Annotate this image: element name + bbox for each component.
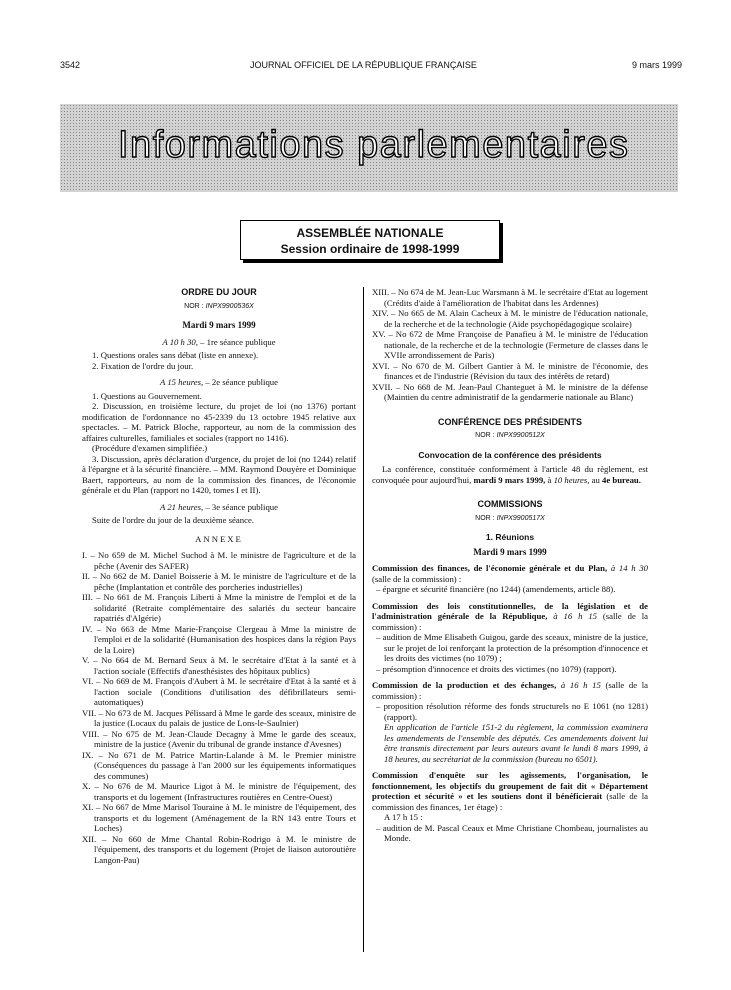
reunions-date: Mardi 9 mars 1999	[473, 546, 547, 557]
list-item: XVI. – No 670 de M. Gilbert Gantier à M. le ministre de l'économie, des finances et de l'industrie (Révision du taux des intérêts de retard)	[372, 360, 648, 381]
commissions-heading: COMMISSIONS	[477, 499, 543, 509]
commissions-nor: NOR : INPX9900517X	[475, 514, 545, 522]
list-item: 1. Questions au Gouvernement.	[92, 390, 202, 401]
list-item: XII. – No 660 de Mme Chantal Robin-Rodrigo à M. le ministre de l'équipement, des transports et du logement (Projet de liaison autoroutière Langon-Pau)	[82, 833, 356, 865]
column-divider	[363, 287, 364, 952]
list-item: – épargne et sécurité financière (no 1244) (amendements, article 88).	[376, 584, 616, 594]
list-item: II. – No 662 de M. Daniel Boisserie à M. le ministre de l'agriculture et de la pêche (Implantation et contrôle des porcheries industrielles)	[82, 571, 356, 592]
annexe-list	[82, 550, 356, 865]
journal-title: JOURNAL OFFICIEL DE LA RÉPUBLIQUE FRANÇAISE	[250, 60, 477, 70]
page-number: 3542	[60, 60, 81, 70]
conference-subheading: Convocation de la conférence des présidents	[418, 449, 602, 460]
conference-text: La conférence, constituée conformément à l'article 48 du règlement, est convoquée pour aujourd'hui, mardi 9 mars 1999, à 10 heures, au 4e bureau.	[372, 464, 648, 485]
list-item: 1. Questions orales sans débat (liste en annexe).	[92, 350, 259, 360]
list-item: – proposition résolution réforme des fonds structurels no E 1061 (no 1281) (rapport).	[376, 701, 648, 722]
list-item: (Procédure d'examen simplifiée.)	[92, 443, 208, 453]
list-item: XIV. – No 665 de M. Alain Cacheux à M. le ministre de l'éducation nationale, de la recherche et de la technologie (Aide psychopédagogique scolaire)	[372, 308, 648, 329]
annexe-title: ANNEXE	[195, 533, 243, 544]
list-item: XIII. – No 674 de M. Jean-Luc Warsmann à M. le secrétaire d'Etat au logement (Crédits d'aide à l'amélioration de l'habitat dans les Ardennes)	[372, 287, 648, 308]
left-column	[82, 287, 356, 865]
banner-title: Informations parlementaires	[118, 124, 630, 166]
conference-heading: CONFÉRENCE DES PRÉSIDENTS	[437, 416, 583, 427]
session-name: Session ordinaire de 1998-1999	[280, 242, 460, 256]
issue-date: 9 mars 1999	[631, 60, 682, 70]
assembly-box	[240, 220, 500, 260]
agenda-date: Mardi 9 mars 1999	[182, 320, 256, 330]
list-item: III. – No 661 de M. François Liberti à Mme la ministre de l'emploi et de la solidarité (Retraite complémentaire des salariés du secteur bancaire rapatriés d'Algérie)	[82, 592, 356, 623]
sitting-2: A 15 heures, – 2e séance publique	[160, 377, 278, 387]
sitting-1: A 10 h 30, – 1re séance publique	[162, 336, 276, 347]
banner	[60, 104, 678, 192]
list-item: XVII. – No 668 de M. Jean-Paul Chanteguet à M. le ministre de la défense (Maintien du centre administratif de la gendarmerie nationale au Blanc)	[372, 381, 648, 402]
sitting-3: A 21 heures, – 3e séance publique	[160, 501, 278, 512]
page-header	[60, 60, 682, 74]
list-item: IX. – No 671 de M. Patrice Martin-Lalande à M. le Premier ministre (Conséquences du passage à l'an 2000 sur les équipements informatiques des communes)	[82, 749, 356, 781]
sitting-2-items	[82, 391, 356, 496]
commission-enquete: Commission d'enquête sur les agissements, l'organisation, le fonctionnement, les objectifs du groupement de fait dit « Département protection et sécurité » et les soutiens dont il bénéficierait (salle de la commission des finances, 1er étage) :	[372, 770, 648, 812]
enquete-time: A 17 h 15 :	[384, 812, 423, 822]
list-item: – présomption d'innocence et droits des victimes (no 1079) (rapport).	[376, 663, 617, 674]
list-item: 2. Discussion, en troisième lecture, du projet de loi (no 1376) portant modification de l'ordonnance no 45-2339 du 13 octobre 1945 relative aux spectacles. – M. Patrick Bloche, rapporteur, au nom de la commission des affaires culturelles, familiales et sociales (rapport no 1416).	[82, 401, 356, 443]
list-item: VII. – No 673 de M. Jacques Pélissard à Mme le garde des sceaux, ministre de la justice (Locaux du palais de justice de Lons-le-Saulnier)	[82, 707, 356, 728]
annexe-list-continued	[372, 287, 648, 403]
commission-lois: Commission des lois constitutionnelles, de la législation et de l'administration générale de la République, à 16 h 15 (salle de la commission) :	[372, 600, 648, 632]
sitting-3-text: Suite de l'ordre du jour de la deuxième séance.	[92, 515, 254, 525]
list-item: VI. – No 669 de M. François d'Aubert à M. le secrétaire d'Etat à la santé et à l'action sociale (Conditions d'utilisation des défibrillateurs semi-automatiques)	[82, 676, 356, 707]
list-item: 3. Discussion, après déclaration d'urgence, du projet de loi (no 1244) relatif à l'épargne et à la sécurité financière. – MM. Raymond Douyère et Dominique Baert, rapporteurs, au nom de la commission des finances, de l'économie générale et du Plan (rapport no 1420, tomes I et II).	[82, 453, 356, 495]
list-item: I. – No 659 de M. Michel Suchod à M. le ministre de l'agriculture et de la pêche (Avenir des SAFER)	[82, 550, 356, 571]
list-item: XV. – No 672 de Mme Françoise de Panafieu à M. le ministre de l'éducation nationale, de la recherche et de la technologie (Fermeture de classes dans le XVIIe arrondissement de Paris)	[372, 329, 648, 360]
list-item: XI. – No 667 de Mme Marisol Touraine à M. le ministre de l'équipement, des transports et du logement (Aménagement de la RN 143 entre Tours et Loches)	[82, 802, 356, 833]
sitting-1-items	[82, 350, 356, 371]
list-item: – audition de M. Pascal Ceaux et Mme Christiane Chombeau, journalistes au Monde.	[376, 822, 648, 843]
section-heading: ORDRE DU JOUR	[181, 287, 257, 297]
nor-line: NOR : INPX9900536X	[184, 302, 254, 310]
commission-finances: Commission des finances, de l'économie générale et du Plan, à 14 h 30 (salle de la commission) :	[372, 563, 648, 584]
right-column	[372, 287, 648, 844]
assembly-name: ASSEMBLÉE NATIONALE	[296, 226, 444, 240]
commission-production: Commission de la production et des échanges, à 16 h 15 (salle de la commission) :	[372, 680, 648, 701]
list-item: VIII. – No 675 de M. Jean-Claude Decagny à Mme le garde des sceaux, ministre de la justice (Avenir du tribunal de grande instance d'Avesnes)	[82, 728, 356, 749]
list-item: – audition de Mme Elisabeth Guigou, garde des sceaux, ministre de la justice, sur le projet de loi renforçant la protection de la présomption d'innocence et les droits des victimes (no 1079) ;	[376, 632, 648, 663]
reunions-heading: 1. Réunions	[485, 532, 535, 542]
list-item: X. – No 676 de M. Maurice Ligot à M. le ministre de l'équipement, des transports et du logement (Infrastructures routières en Centre-Ouest)	[82, 781, 356, 802]
commission-note: En application de l'article 151-2 du règlement, la commission examinera les amendements de l'ensemble des députés. Ces amendements doivent lui être transmis directement par leurs auteurs avant le lundi 8 mars 1999, à 18 heures, au secrétariat de la commission (bureau no 6501).	[384, 722, 648, 764]
conference-nor: NOR : INPX9900512X	[475, 432, 545, 439]
list-item: IV. – No 663 de Mme Marie-Françoise Clergeau à Mme la ministre de l'emploi et de la solidarité (Humanisation des hospices dans la région Pays de la Loire)	[82, 623, 356, 655]
list-item: V. – No 664 de M. Bernard Seux à M. le secrétaire d'Etat à la santé et à l'action sociale (Effectifs d'anesthésistes des hôpitaux publics)	[82, 655, 356, 676]
list-item: 2. Fixation de l'ordre du jour.	[92, 360, 194, 371]
